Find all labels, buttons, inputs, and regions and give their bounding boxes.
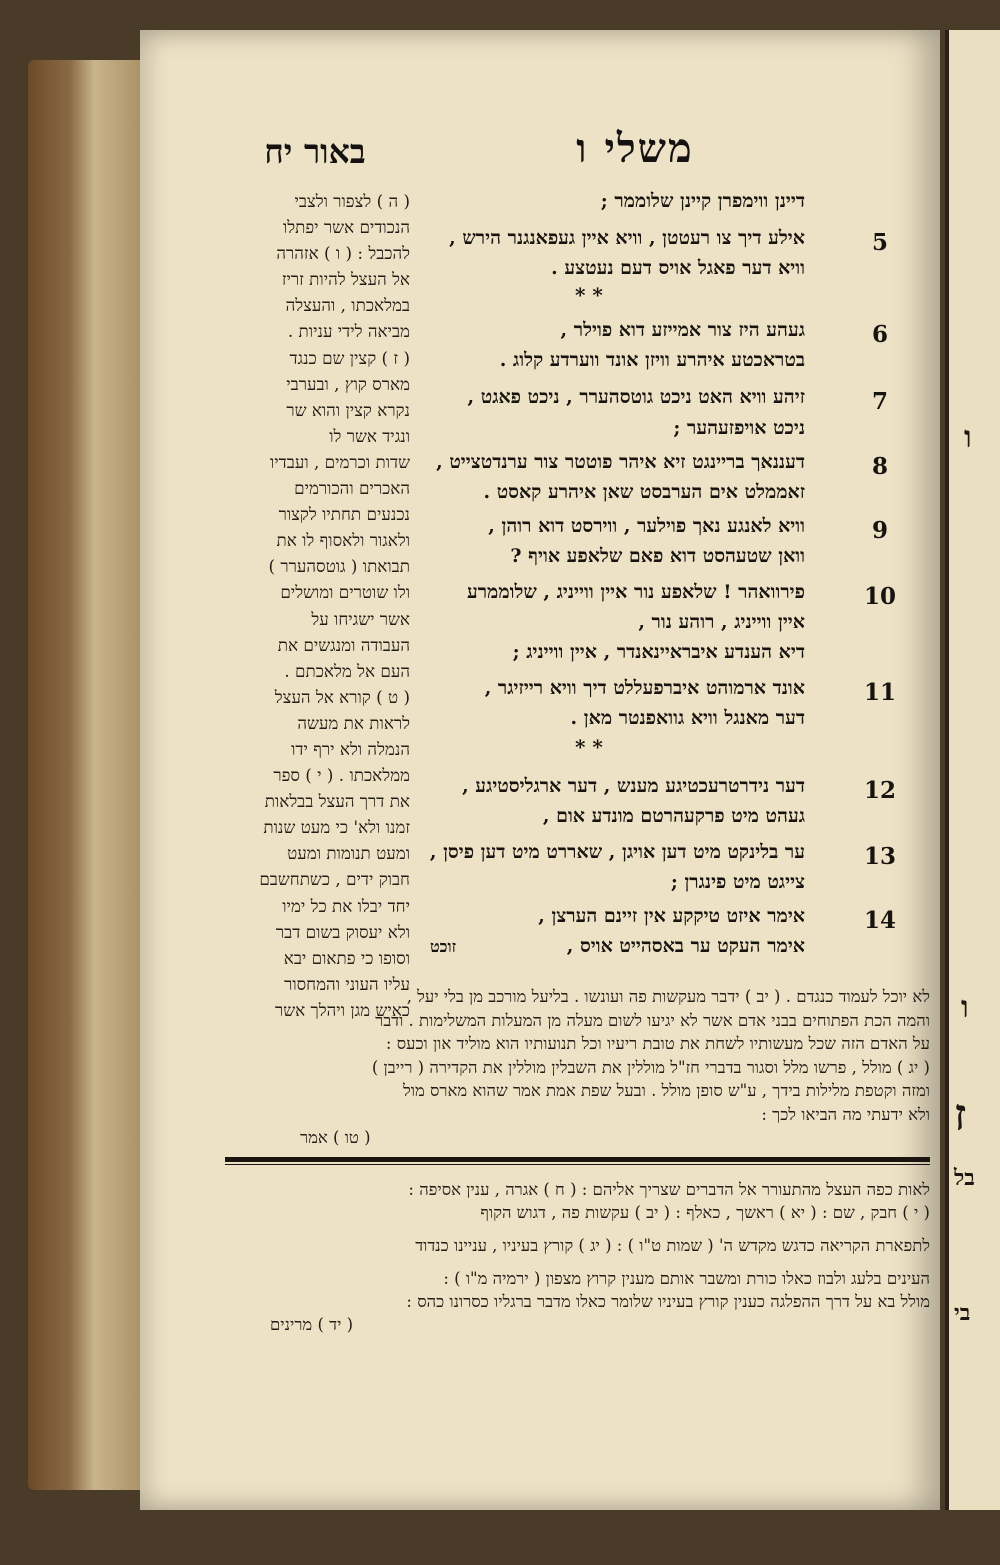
commentary-line: מארס קוץ , ובערבי: [286, 373, 410, 394]
commentary-line: יחד יבלו את כל ימיו: [282, 895, 410, 916]
commentary-line: ( טו ) אמר: [300, 1128, 371, 1147]
bottom-commentary: [210, 985, 930, 1150]
commentary-line: ( ה ) לצפור ולצבי: [294, 191, 410, 211]
verse-line: ניכט אויפזעהער ;: [673, 417, 805, 439]
commentary-line: את דרך העצל בבלאות: [264, 791, 410, 812]
commentary-line: ולא ידעתי מה הביאו לכך :: [761, 1104, 930, 1124]
commentary-line: ונגיד אשר לו: [329, 425, 410, 446]
verse-number: 10: [863, 583, 896, 610]
verse-number: 12: [863, 777, 896, 804]
verse-number: 8: [871, 453, 888, 480]
verse-line: אילע דיך צו רעטטן , וויא איין געפאנגנר הירש ,: [449, 227, 805, 249]
note-line: ( יד ) מרינים: [270, 1315, 354, 1334]
note-line: ( י ) חבק , שם : ( יא ) ראשך , כאלף : ( יב ) עקשות פה , דגוש הקוף: [480, 1203, 930, 1222]
commentary-title: באור יח: [264, 132, 366, 171]
divider-rule-thin: [225, 1164, 930, 1165]
commentary-line: העבודה ומנגשים את: [277, 634, 410, 655]
commentary-line: לא יוכל לעמוד כנגדם . ( יב ) ידבר מעקשות פה ועונשו . בליעל מורכב מן בלי יעל ,: [406, 987, 930, 1006]
note-gap: [210, 1257, 930, 1267]
verse-line: געהע היז צור אמייזע דוא פוילר ,: [560, 319, 805, 341]
verse-line: איין ווייניג , רוהע נור ,: [638, 611, 805, 633]
verse-line: וויא דער פאגל אויס דעם נעטצע .: [551, 257, 805, 279]
commentary-line: ממלאכתו . ( י ) ספר: [273, 765, 410, 786]
verse-line: דיא הענדע איבראיינאנדר , איין ווייניג ;: [512, 641, 805, 663]
commentary-line: העם אל מלאכתם .: [284, 660, 410, 681]
commentary-line: זמנו ולא' כי מעט שנות: [263, 817, 410, 838]
verse-number: 14: [863, 907, 896, 934]
verse-line: זאממלט אים הערבסט שאן איהרע קאסט .: [483, 481, 805, 503]
commentary-line: כאיש מגן ויהלך אשר: [275, 999, 410, 1020]
book-edge: [28, 60, 148, 1490]
facing-page-fragment: ו: [964, 420, 972, 455]
commentary-line: שדות וכרמים , ועבדיו: [269, 451, 410, 472]
verse-line: דער מאנגל וויא גוואפנטר מאן .: [570, 707, 805, 729]
verse-line: זיהע וויא האט ניכט גוטסהערר , ניכט פאגט ,: [467, 386, 805, 408]
verse-line: דיינן ווימפרן קיינן שלוממר ;: [600, 190, 805, 212]
verse-number: 9: [871, 517, 888, 544]
commentary-line: נכנעים תחתיו לקצור: [278, 504, 410, 525]
commentary-line: חבוק ידים , כשתחשבם: [259, 869, 410, 890]
verse-line: דעננאך בריינגט זיא איהר פוטטר צור ערנדטצייט ,: [436, 451, 805, 473]
section-stars: * *: [575, 735, 603, 759]
divider-rule: [225, 1157, 930, 1162]
commentary-line: האכרים והכורמים: [294, 478, 410, 499]
commentary-line: על האדם הזה שכל מעשותיו לשחת את טובת ריעיו וכל תנועותיו הוא מוליד און וכעס :: [385, 1034, 930, 1053]
commentary-line: אשר ישגיחו על: [311, 608, 410, 629]
verse-line: בטראכטע איהרע וויזן אונד ווערדע קלוג .: [499, 349, 805, 371]
commentary-line: עליו העוני והמחסור: [284, 973, 410, 994]
commentary-line: אל העצל להיות זריז: [281, 269, 410, 290]
commentary-line: וסופו כי פתאום יבא: [283, 947, 410, 968]
verse-line: אונד ארמוהט איברפעללט דיך וויא רייזיגר ,: [484, 677, 805, 699]
facing-page-fragment: ז: [954, 1090, 967, 1141]
verse-number: 7: [871, 388, 888, 415]
verse-line: צייגט מיט פינגרן ;: [670, 871, 805, 893]
commentary-line: ולא יעסוק בשום דבר: [275, 921, 410, 942]
verse-line: אימר איזט טיקקע אין זיינם הערצן ,: [538, 905, 805, 927]
catchword: זוכט: [430, 937, 457, 956]
facing-page-fragment: בל: [954, 1165, 975, 1191]
commentary-line: ולו שוטרים ומושלים: [280, 582, 410, 603]
commentary-line: נקרא קצין והוא שר: [286, 399, 410, 420]
main-text-column: [420, 185, 900, 985]
commentary-line: הנכודים אשר יפתלו: [283, 217, 410, 238]
verse-line: וואן שטעהסט דוא פאם שלאפע אויף ?: [510, 545, 805, 567]
commentary-line: תבואתו ( גוטסהערר ): [268, 556, 410, 577]
verse-number: 13: [863, 843, 896, 870]
commentary-line: הנמלה ולא ירף ידו: [291, 738, 410, 759]
facing-page-fragment: ו: [961, 990, 969, 1025]
note-line: לתפארת הקריאה כדגש מקדש ה' ( שמות ט"ו ) : ( יג ) קורץ בעיניו , עניינו כנדוד: [415, 1236, 930, 1255]
note-gap: [210, 1224, 930, 1234]
note-line: לאות כפה העצל מהתעורר אל הדברים שצריך אליהם : ( ח ) אגרה , ענין אסיפה :: [408, 1180, 930, 1199]
section-stars: * *: [575, 283, 603, 307]
facing-page-edge: [945, 30, 1000, 1510]
verse-number: 11: [863, 679, 896, 706]
running-title: משלי ו: [576, 125, 694, 172]
facing-page-fragment: בי: [954, 1300, 971, 1326]
commentary-line: ומעט תנומות ומעט: [287, 843, 410, 864]
note-line: העינים בלעג ולבוז כאלו כורת ומשבר אותם מענין קרוץ מצפון ( ירמיה מ"ו ) :: [443, 1269, 930, 1288]
commentary-line: מביאה לידי עניות .: [287, 321, 410, 342]
note-line: מולל בא על דרך ההפלגה כענין קורץ בעיניו שלומר כאלו מדבר ברגליו כסרונו כהס :: [406, 1292, 930, 1311]
commentary-line: ( יג ) מולל , פרשו מלל וסגור בדברי חז"ל מוללין את השבלין מוללין את הקדירה ( רייבן ): [371, 1057, 930, 1077]
commentary-line: ( ט ) קורא אל העצל: [274, 686, 410, 707]
verse-line: וויא לאנגע נאך פוילער , ווירסט דוא רוהן ,: [488, 515, 805, 537]
commentary-line: ומזה וקטפת מלילות בידך , ע"ש סופן מולל . ובעל שפת אמת אמר שהוא מארס מול: [403, 1081, 930, 1100]
commentary-line: להכבל : ( ו ) אזהרה: [276, 243, 410, 264]
notes-section: [210, 1178, 930, 1336]
verse-line: ער בלינקט מיט דען אויגן , שאררט מיט דען פיסן ,: [429, 841, 805, 863]
commentary-line: במלאכתו , והעצלה: [285, 295, 410, 316]
commentary-line: והמה הכת הפתוחים בבני אדם אשר לא יגיעו לשום מעלה מן המעלות המשלימות . ודבר: [375, 1010, 930, 1030]
verse-line: דער נידרטרעכטיגע מענש , דער ארגליסטיגע ,: [462, 775, 805, 797]
verse-number: 6: [871, 321, 888, 348]
commentary-line: ולאגור ולאסוף לו את: [276, 530, 410, 551]
commentary-line: ( ז ) קצין שם כנגד: [289, 347, 410, 368]
verse-line: געהט מיט פרקעהרטם מונדע אום ,: [542, 805, 805, 827]
verse-line: אימר העקט ער באסהייט אויס ,: [566, 935, 805, 957]
commentary-line: לראות את מעשה: [297, 712, 410, 733]
verse-number: 5: [871, 229, 888, 256]
verse-line: פירוואהר ! שלאפע נור איין ווייניג , שלוממרע: [466, 581, 805, 603]
